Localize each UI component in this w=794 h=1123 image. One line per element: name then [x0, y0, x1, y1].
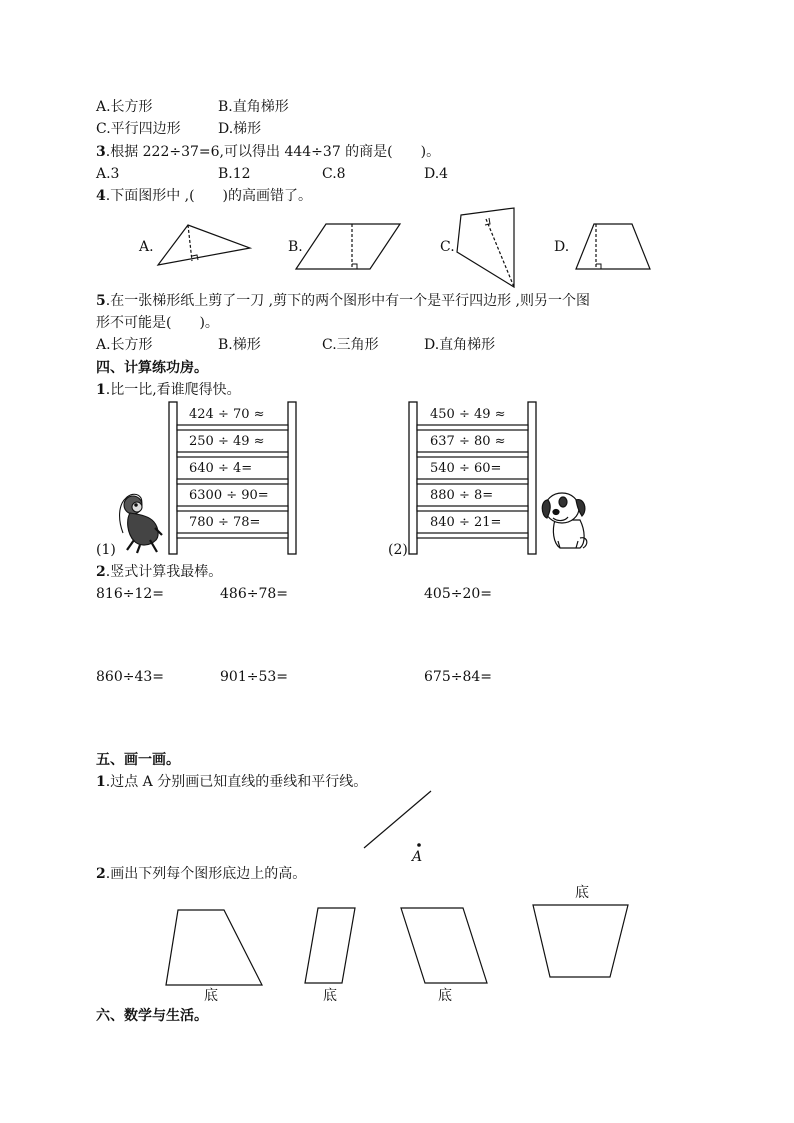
- given-line-figure: [364, 791, 431, 848]
- q4-label-d: D.: [554, 239, 570, 255]
- q5-option-a: A.长方形: [96, 337, 153, 353]
- q4-label-b: B.: [288, 239, 303, 255]
- ladder1-label: (1): [96, 542, 116, 558]
- section6-title: 六、数学与生活。: [96, 1008, 208, 1024]
- ladder2-rung-4: 880 ÷ 8=: [430, 488, 494, 503]
- s5-q1-number: 1: [96, 774, 106, 790]
- q3-option-b: B.12: [218, 166, 251, 182]
- problem-5: 901÷53=: [220, 669, 288, 685]
- shape-parallelogram-narrow: [305, 908, 355, 983]
- q2-option-a: A.长方形: [96, 99, 153, 115]
- section5-title: 五、画一画。: [96, 752, 180, 768]
- s4-q2-number: 2: [96, 564, 106, 580]
- point-a-label: A: [412, 849, 423, 865]
- q3-text: .根据 222÷37=6,可以得出 444÷37 的商是( )。: [105, 144, 441, 160]
- problem-4: 860÷43=: [96, 669, 164, 685]
- shape-trapezoid-1: [166, 910, 262, 985]
- ladder1-rung-2: 250 ÷ 49 ≈: [189, 434, 265, 449]
- q4-label-c: C.: [440, 239, 455, 255]
- q4-label-a: A.: [139, 239, 154, 255]
- q2-option-c: C.平行四边形: [96, 121, 181, 137]
- q5-stem-line2: 形不可能是( )。: [96, 315, 219, 331]
- ladder2-rung-3: 540 ÷ 60=: [430, 461, 502, 476]
- ladder1-rung-4: 6300 ÷ 90=: [189, 488, 269, 503]
- ladder1-rung-1: 424 ÷ 70 ≈: [189, 407, 265, 422]
- problem-6: 675÷84=: [424, 669, 492, 685]
- ladder1-rung-5: 780 ÷ 78=: [189, 515, 261, 530]
- q4-quadrilateral-figure: [457, 208, 514, 287]
- base-label-4: 底: [575, 885, 589, 901]
- problem-3: 405÷20=: [424, 586, 492, 602]
- ladder1-rung-3: 640 ÷ 4=: [189, 461, 253, 476]
- q4-trapezoid-figure: [576, 224, 650, 269]
- dog-illustration: [542, 493, 587, 548]
- q5-option-d: D.直角梯形: [424, 337, 496, 353]
- q3-option-a: A.3: [96, 166, 120, 182]
- q5-number: 5: [96, 293, 106, 309]
- q5-text-line1: .在一张梯形纸上剪了一刀 ,剪下的两个图形中有一个是平行四边形 ,则另一个图: [105, 293, 590, 309]
- ladder2-rung-2: 637 ÷ 80 ≈: [430, 434, 506, 449]
- q2-option-d: D.梯形: [218, 121, 262, 137]
- s4-q1-number: 1: [96, 382, 106, 398]
- q4-triangle-figure: [158, 225, 250, 265]
- base-label-1: 底: [204, 988, 218, 1004]
- q5-option-b: B.梯形: [218, 337, 261, 353]
- s4-q2-text: .竖式计算我最棒。: [105, 564, 223, 580]
- q3-option-d: D.4: [424, 166, 449, 182]
- s4-q1-text: .比一比,看谁爬得快。: [105, 382, 241, 398]
- section4-title: 四、计算练功房。: [96, 360, 208, 376]
- ladder-2: [409, 402, 536, 554]
- q4-parallelogram-figure: [296, 224, 400, 269]
- problem-2: 486÷78=: [220, 586, 288, 602]
- q4-number: 4: [96, 188, 106, 204]
- shape-parallelogram-wide: [401, 908, 487, 983]
- base-label-2: 底: [323, 988, 337, 1004]
- ladder-1: [169, 402, 296, 554]
- base-label-3: 底: [438, 988, 452, 1004]
- s5-q2-stem: [96, 865, 306, 883]
- q3-number: 3: [96, 144, 106, 160]
- q2-option-b: B.直角梯形: [218, 99, 289, 115]
- ladder2-rung-1: 450 ÷ 49 ≈: [430, 407, 506, 422]
- s5-q1-stem: [96, 773, 367, 791]
- shape-trapezoid-inverted: [533, 905, 628, 977]
- s4-q2-stem: [96, 563, 222, 581]
- q5-option-c: C.三角形: [322, 337, 379, 353]
- s5-q2-text: .画出下列每个图形底边上的高。: [105, 866, 307, 882]
- s5-q1-text: .过点 A 分别画已知直线的垂线和平行线。: [105, 774, 368, 790]
- monkey-illustration: [120, 494, 162, 553]
- ladder2-rung-5: 840 ÷ 21=: [430, 515, 502, 530]
- q4-text: .下面图形中 ,( )的高画错了。: [105, 188, 313, 204]
- ladder2-label: (2): [388, 542, 408, 558]
- s5-q2-number: 2: [96, 866, 106, 882]
- q3-option-c: C.8: [322, 166, 346, 182]
- problem-1: 816÷12=: [96, 586, 164, 602]
